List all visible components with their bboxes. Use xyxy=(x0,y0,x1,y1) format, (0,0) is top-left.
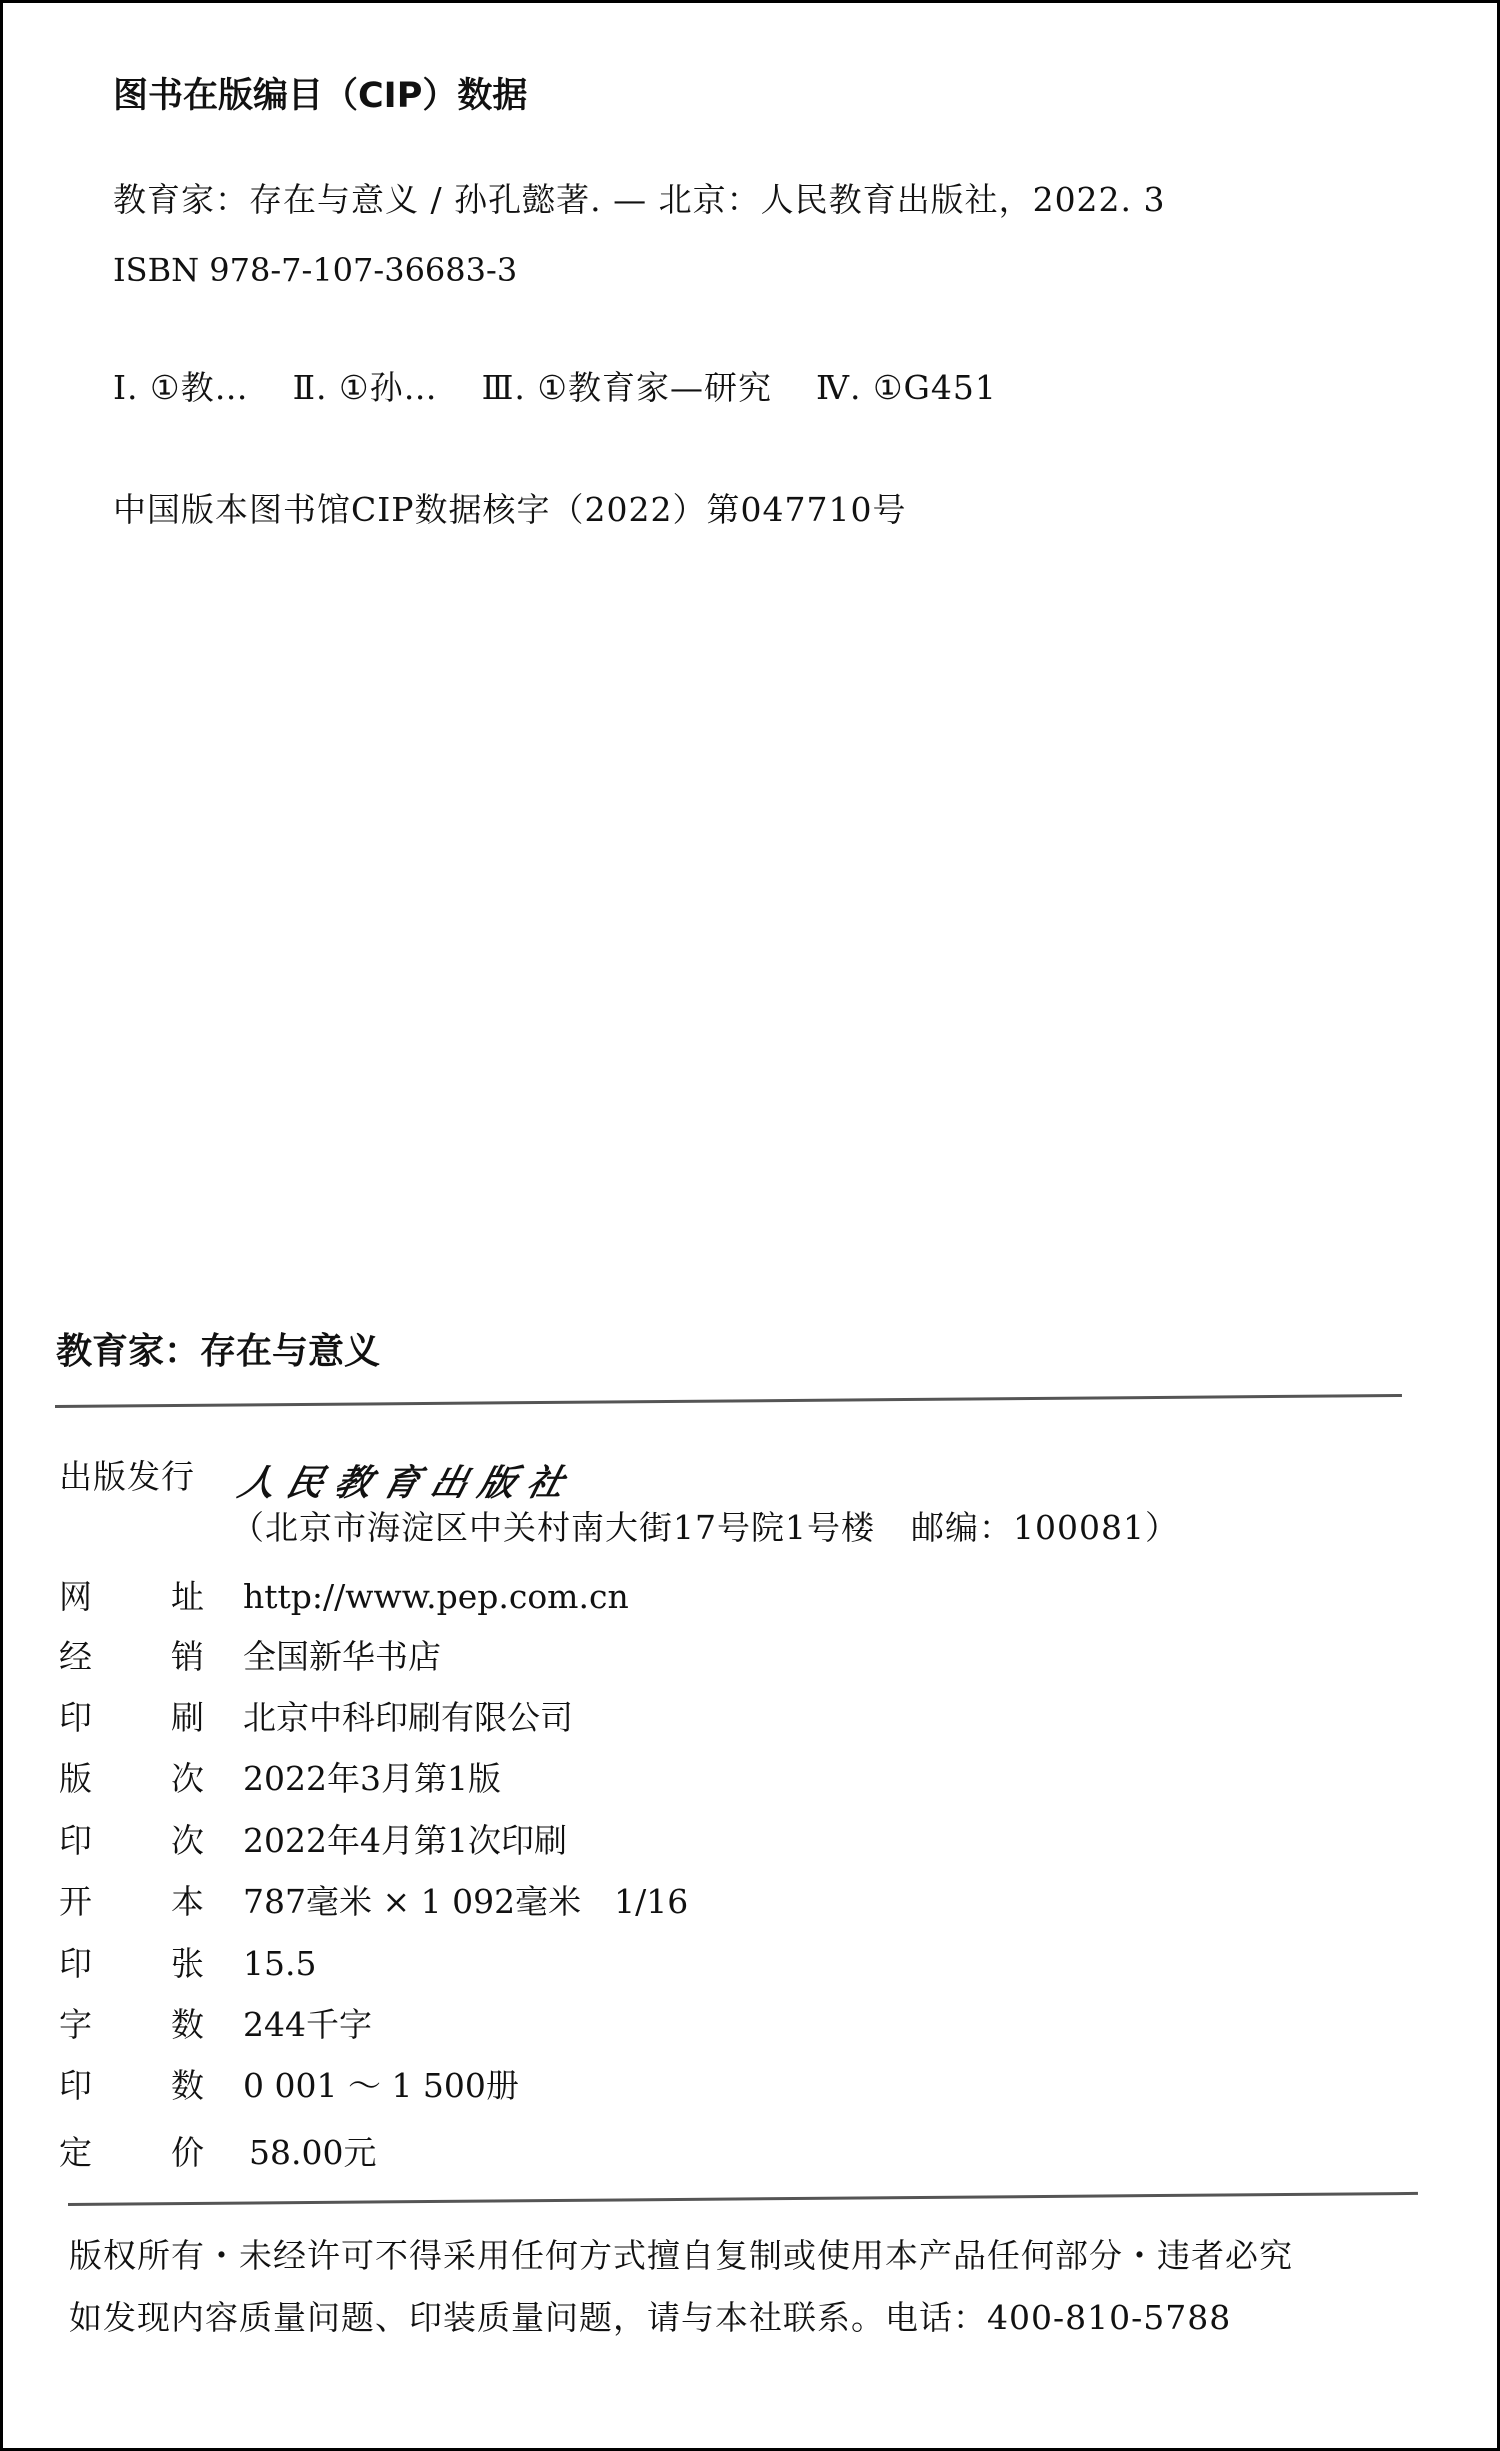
row-label-1: 印 xyxy=(59,1698,92,1737)
address-text: （北京市海淀区中关村南大街17号院1号楼 xyxy=(231,1508,875,1547)
row-label-2: 址 xyxy=(171,1577,204,1616)
row-label-2: 数 xyxy=(171,2005,204,2044)
cip-class-3: Ⅲ. ①教育家—研究 xyxy=(481,368,772,407)
row-label-2: 销 xyxy=(171,1637,204,1676)
publisher-logo: 人民教育出版社 xyxy=(234,1462,581,1504)
postcode-text: 邮编：100081） xyxy=(911,1508,1179,1547)
cip-isbn: ISBN 978-7-107-36683-3 xyxy=(113,251,518,289)
row-value: 787毫米 × 1 092毫米 1/16 xyxy=(243,1882,689,1921)
copyright-notice: 版权所有・未经许可不得采用任何方式擅自复制或使用本产品任何部分・违者必究 xyxy=(69,2236,1293,2275)
row-label-2: 次 xyxy=(171,1759,204,1798)
row-label-1: 网 xyxy=(59,1577,92,1616)
cip-bibliographic-line: 教育家：存在与意义 / 孙孔懿著. — 北京：人民教育出版社，2022. 3 xyxy=(113,180,1166,219)
row-label-2: 数 xyxy=(171,2066,204,2105)
cip-class-4: Ⅳ. ①G451 xyxy=(816,368,997,407)
row-value: 15.5 xyxy=(243,1944,317,1983)
row-label-1: 印 xyxy=(59,2066,92,2105)
row-label-2: 刷 xyxy=(171,1698,204,1737)
divider-bottom xyxy=(68,2192,1418,2206)
cip-class-1: Ⅰ. ①教… xyxy=(113,368,249,407)
row-value: 58.00元 xyxy=(249,2133,377,2172)
row-label-1: 定 xyxy=(59,2133,92,2172)
row-label-2: 价 xyxy=(171,2133,204,2172)
quality-notice: 如发现内容质量问题、印装质量问题，请与本社联系。电话：400-810-5788 xyxy=(69,2298,1232,2337)
cip-classification xyxy=(113,368,997,407)
row-value: 244千字 xyxy=(243,2005,372,2044)
row-label-2: 本 xyxy=(171,1882,204,1921)
row-value: 2022年4月第1次印刷 xyxy=(243,1821,567,1860)
row-label-1: 印 xyxy=(59,1821,92,1860)
row-label-2: 次 xyxy=(171,1821,204,1860)
row-label-1: 印 xyxy=(59,1944,92,1983)
divider-top xyxy=(55,1394,1402,1408)
publisher-address xyxy=(231,1508,1179,1547)
row-value: 0 001 ～ 1 500册 xyxy=(243,2066,519,2105)
row-label-1: 经 xyxy=(59,1637,92,1676)
row-label-1: 版 xyxy=(59,1759,92,1798)
book-title: 教育家：存在与意义 xyxy=(56,1331,381,1372)
cip-class-2: Ⅱ. ①孙… xyxy=(292,368,438,407)
row-label-1: 字 xyxy=(59,2005,92,2044)
cip-record-number: 中国版本图书馆CIP数据核字（2022）第047710号 xyxy=(113,490,907,529)
row-label-2: 张 xyxy=(171,1944,204,1983)
website-link[interactable]: http://www.pep.com.cn xyxy=(243,1577,629,1616)
row-value: 全国新华书店 xyxy=(243,1637,441,1676)
publisher-label: 出版发行 xyxy=(59,1457,195,1496)
row-value: 北京中科印刷有限公司 xyxy=(243,1698,573,1737)
row-value: 2022年3月第1版 xyxy=(243,1759,501,1798)
row-label-1: 开 xyxy=(59,1882,92,1921)
cip-heading: 图书在版编目（CIP）数据 xyxy=(113,76,528,116)
